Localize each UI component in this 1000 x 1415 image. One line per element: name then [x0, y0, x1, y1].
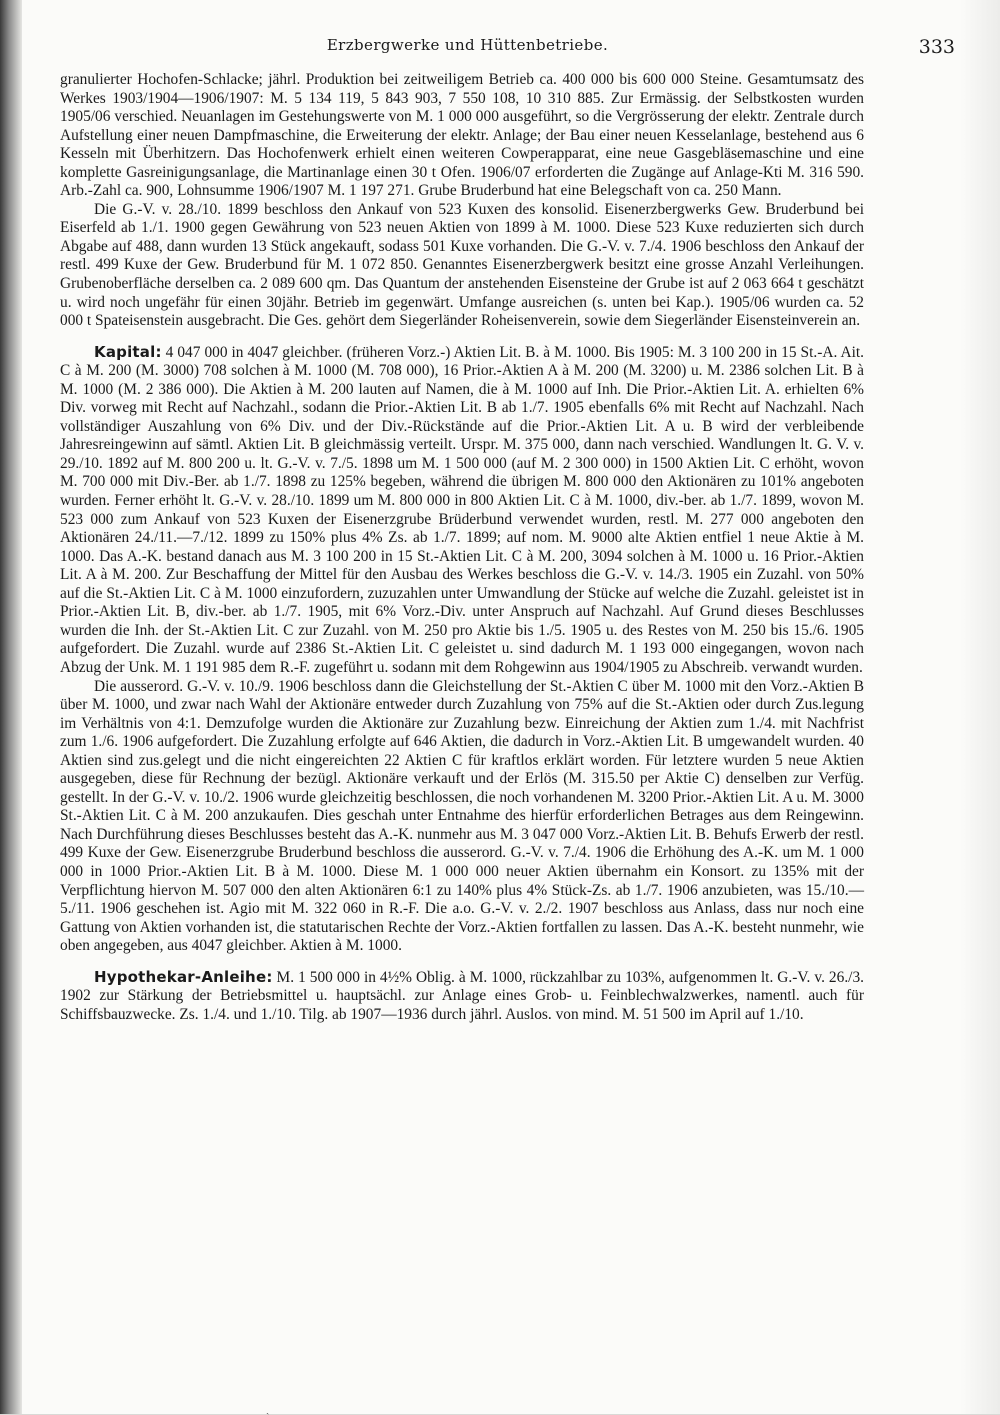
scan-page-edge	[960, 0, 1000, 1414]
page-header	[60, 36, 955, 60]
hypothekar-label: Hypothekar-Anleihe:	[94, 967, 273, 986]
kapital-text: 4 047 000 in 4047 gleichber. (früheren Vorz.-) Aktien Lit. B. à M. 1000. Bis 1905: M. 3 100 200 in 15 St.-A. Ait. C à M. 200 (M. 3000) 708 solchen à M. 1000 (M. 708 000), 16 Prior.-Aktien A à M. 200 (M. 3200) u. M. 2386 solchen Lit. B à M. 1000 (M. 2 386 000). Die Aktien à M. 200 lauten auf Namen, die à M. 1000 auf Inh. Die Prior.-Aktien Lit. A. erhielten 6% Div. vorweg mit Recht auf Nachzahl., sodann die Prior.-Aktien Lit. B ab 1./7. 1905 ebenfalls 6% mit Recht auf Nachzahl. Nach vollständiger Auszahlung von 6% Div. und der Div.-Rückstände auf die Prior.-Aktien Lit. A u. B wird der verbleibende Jahresreingewinn auf sämtl. Aktien Lit. B gleichmässig verteilt. Urspr. M. 375 000, dann nach verschied. Wandlungen lt. G. V. v. 29./10. 1892 auf M. 800 200 u. lt. G.-V. v. 7./5. 1898 um M. 1 500 000 (auf M. 2 300 000) in 1500 Aktien Lit. C erhöht, wovon M. 700 000 mit Div.-Ber. ab 1./7. 1898 zu 125% begeben, während die übrigen M. 800 000 den Aktionären zu 101% angeboten wurden. Ferner erhöht lt. G.-V. v. 28./10. 1899 um M. 800 000 in 800 Aktien Lit. C à M. 1000, div.-ber. ab 1./7. 1899, wovon M. 523 000 zum Ankauf von 523 Kuxen der Eisenerzgrube Brüderbund verwendet wurden, restl. M. 277 000 angeboten den Aktionären 24./11.—7./12. 1899 zu 150% plus 4% Zs. ab 1./7. 1899; auf nom. M. 9000 alte Aktien entfiel 1 neue Aktie à M. 1000. Das A.-K. bestand danach aus M. 3 100 200 in 15 St.-Aktien Lit. C à M. 200, 3094 solchen à M. 1000 u. 16 Prior.-Aktien Lit. A à M. 200. Zur Beschaffung der Mittel für den Ausbau des Werkes beschloss die G.-V. v. 14./3. 1905 ein Zuzahl. von 50% auf die St.-Aktien Lit. C à M. 1000 einzufordern, zuzuzahlen unter Umwandlung der Stücke auf welche die Zuzahl. geleistet ist in Prior.-Aktien Lit. B, div.-ber. ab 1./7. 1905, mit 6% Vorz.-Div. unter Anspruch auf Nachzahl. Auf Grund dieses Beschlusses wurden die Inh. der St.-Aktien Lit. C zur Zuzahl. von M. 250 pro Aktie bis 1./5. 1905 u. des Restes von M. 250 bis 15./6. 1905 aufgefordert. Die Zuzahl. wurde auf 2386 St.-Aktien Lit. C geleistet u. sind dadurch M. 1 193 000 eingegangen, wovon nach Abzug der Unk. M. 1 191 985 dem R.-F. zugeführt u. sodann mit dem Rohgewinn aus 1904/1905 zu Abschreib. verwandt wurden.	[60, 343, 864, 676]
page-number: 333	[918, 36, 955, 58]
paragraph-bruderbund: Die G.-V. v. 28./10. 1899 beschloss den Ankauf von 523 Kuxen des konsolid. Eisenerzbergwerks Gew. Bruderbund bei Eiserfeld ab 1./1. 1900 gegen Gewährung von 523 neuen Aktien von 1899 à M. 1000. Diese 523 Kuxe reduzierten sich durch Abgabe auf 488, dann wurden 13 Stück angekauft, sodass 501 Kuxe vorhanden. Die G.-V. v. 7./4. 1906 beschloss den Ankauf der restl. 499 Kuxe der Gew. Bruderbund für M. 1 072 850. Genanntes Eisenerzbergwerk besitzt eine grosse Anzahl Verleihungen. Grubenoberfläche derselben ca. 2 089 600 qm. Das Quantum der anstehenden Eisensteine der Grube ist auf 2 063 664 t geschätzt u. wird noch ungefähr für einen 30jähr. Betrieb im gegenwärt. Umfange ausreichen (s. unten bei Kap.). 1905/06 wurden ca. 52 000 t Spateisenstein ausgebracht. Die Ges. gehört dem Siegerländer Roheisenverein, sowie dem Siegerländer Eisensteinverein an.	[60, 200, 864, 330]
body-text	[60, 71, 864, 1024]
scan-binding-shadow	[0, 0, 22, 1414]
paragraph-production: granulierter Hochofen-Schlacke; jährl. Produktion bei zeitweiligem Betrieb ca. 400 000 bis 600 000 Steine. Gesamtumsatz des Werkes 1903/1904—1906/1907: M. 5 134 119, 5 843 903, 7 550 108, 10 310 885. Zur Ermässig. der Selbstkosten wurden 1905/06 verschied. Neuanlagen im Gestehungswerte von M. 1 000 000 ausgeführt, so die Vergrösserung der elektr. Zentrale durch Aufstellung einer neuen Dampfmaschine, die Erweiterung der elektr. Anlage; der Bau einer neuen Kesselanlage, bestehend aus 6 Kesseln mit Überhitzern. Das Hochofenwerk erhielt einen weiteren Cowperapparat, eine neue Gasgebläsemaschine und eine komplette Gasreinigungsanlage, die Martinanlage einen 30 t Ofen. 1906/07 erforderten die Zugänge auf Anlage-Kti M. 316 590. Arb.-Zahl ca. 900, Lohnsumme 1906/1907 M. 1 197 271. Grube Bruderbund hat eine Belegschaft von ca. 250 Mann.	[60, 71, 864, 200]
paragraph-hypothekar	[60, 968, 864, 1025]
kapital-label: Kapital:	[94, 342, 162, 361]
hypothekar-text: M. 1 500 000 in 4½% Oblig. à M. 1000, rückzahlbar zu 103%, aufgenommen lt. G.-V. v. 26./3. 1902 zur Stärkung der Betriebsmittel u. hauptsächl. zur Anlage eines Grob- u. Feinblechwalzwerkes, namentl. auch für Schiffsbauzwecke. Zs. 1./4. und 1./10. Tilg. ab 1907—1936 durch jährl. Auslos. von mind. M. 51 500 im April auf 1./10.	[60, 968, 864, 1023]
scan-speck: ˎ	[266, 1404, 270, 1415]
running-head: Erzbergwerke und Hüttenbetriebe.	[326, 36, 609, 54]
paragraph-gleichstellung: Die ausserord. G.-V. v. 10./9. 1906 beschloss dann die Gleichstellung der St.-Aktien C über M. 1000 mit den Vorz.-Aktien B über M. 1000, und zwar nach Wahl der Aktionäre entweder durch Zuzahlung von 75% auf die St.-Aktien oder durch Zus.legung im Verhältnis von 4:1. Demzufolge wurden die Aktionäre zur Zuzahlung bezw. Einreichung der Aktien zum 1./4. mit Nachfrist zum 1./6. 1906 aufgefordert. Die Zuzahlung erfolgte auf 646 Aktien, die dadurch in Vorz.-Aktien Lit. B umgewandelt wurden. 40 Aktien sind zus.gelegt und die nicht eingereichten 22 Aktien C für kraftlos erklärt worden. Für letztere wurden 5 neue Aktien ausgegeben, diese für Rechnung der bezügl. Aktionäre verkauft und der Erlös (M. 315.50 per Aktie C) denselben zur Verfüg. gestellt. In der G.-V. v. 10./2. 1906 wurde gleichzeitig beschlossen, die noch vorhandenen M. 3200 Prior.-Aktien Lit. A u. M. 3000 St.-Aktien Lit. C à M. 200 anzukaufen. Dies geschah unter Entnahme des hierfür erforderlichen Betrages aus dem Reingewinn. Nach Durchführung dieses Beschlusses besteht das A.-K. nunmehr aus M. 3 047 000 Vorz.-Aktien Lit. B. Behufs Erwerb der restl. 499 Kuxe der Gew. Eisenerzgrube Bruderbund beschloss die ausserord. G.-V. v. 7./4. 1906 die Erhöhung des A.-K. um M. 1 000 000 in 1000 Prior.-Aktien Lit. B à M. 1000. Diese M. 1 000 000 neuer Aktien übernahm ein Konsort. zu 135% mit der Verpflichtung hiervon M. 507 000 den alten Aktionären 6:1 zu 140% plus 4% Stück-Zs. ab 1./7. 1906 anzubieten, was 15./10.—5./11. 1906 geschehen ist. Agio mit M. 322 060 in R.-F. Die a.o. G.-V. v. 2./2. 1907 beschloss aus Anlass, dass nur noch eine Gattung von Aktien vorhanden ist, die statutarischen Rechte der Vorz.-Aktien fortfallen zu lassen. Das A.-K. besteht nunmehr, wie oben angegeben, aus 4047 gleichber. Aktien à M. 1000.	[60, 677, 864, 955]
paragraph-kapital	[60, 343, 864, 678]
